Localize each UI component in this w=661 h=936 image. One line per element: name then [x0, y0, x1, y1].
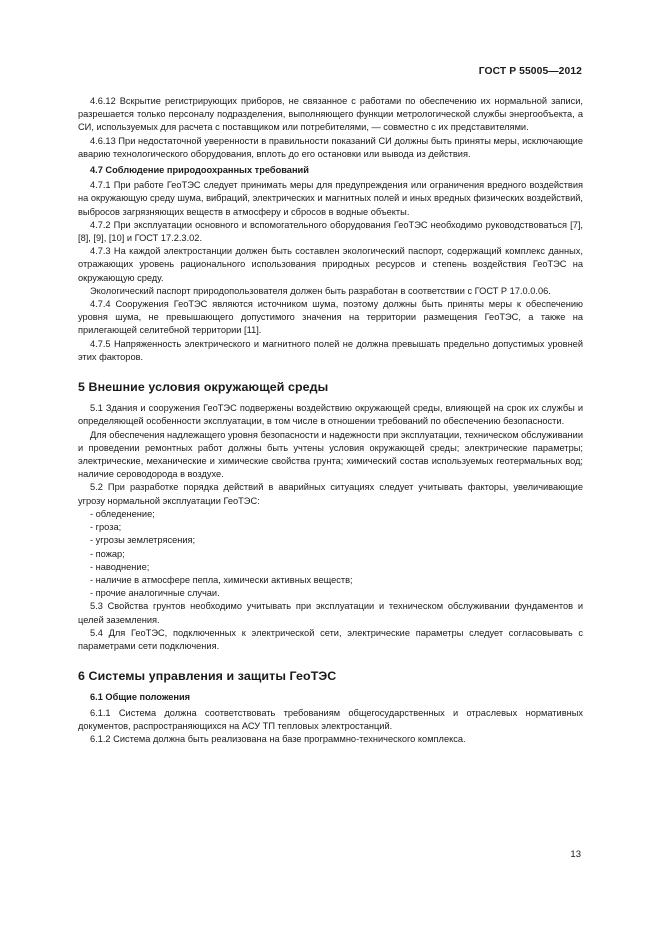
list-item: - пожар; [90, 548, 125, 559]
subsection-heading-6-1: 6.1 Общие положения [90, 692, 191, 703]
page-number: 13 [570, 849, 581, 860]
paragraph-6-1-2: 6.1.2 Система должна быть реализована на базе программно-технического комплекса. [90, 733, 466, 744]
paragraph-4-6-13: 4.6.13 При недостаточной уверенности в правильности показаний СИ должны быть приняты меры, исключающие аварию технологического оборудования, вплоть до его остановки или вывода из действия. [78, 135, 583, 159]
section-heading-5: 5 Внешние условия окружающей среды [78, 380, 329, 395]
paragraph-4-7-2: 4.7.2 При эксплуатации основного и вспомогательного оборудования ГеоТЭС необходимо руководствоваться [7], [8], [9], [10] и ГОСТ 17.2.3.02. [78, 219, 583, 244]
list-item: - прочие аналогичные случаи. [90, 588, 220, 599]
list-item: - угрозы землетрясения; [90, 535, 196, 546]
paragraph-4-7-5: 4.7.5 Напряженность электрического и магнитного полей не должна превышать предельно допустимых уровней этих факторов. [78, 338, 583, 362]
paragraph-5-1-continued: Для обеспечения надлежащего уровня безопасности и надежности при эксплуатации, техническом обслуживании и проведении ремонтных работ должны быть учтены условия окружающей среды; электрические параметры; электрические, механические и химические свойства грунта; химический состав используемых геотермальных вод; наличие сероводорода в воздухе. [78, 429, 583, 480]
section-heading-6: 6 Системы управления и защиты ГеоТЭС [78, 669, 337, 684]
paragraph-4-6-12: 4.6.12 Вскрытие регистрирующих приборов, не связанное с работами по обеспечению их нормальной записи, разрешается только персоналу подразделения, выполняющего функции метрологической службы энергообъекта, а СИ, используемых для расчета с поставщиком или потребителями, — совместно с их представителями. [78, 96, 583, 133]
paragraph-5-1: 5.1 Здания и сооружения ГеоТЭС подвержены воздействию окружающей среды, влияющей на срок их службы и определяющей особенности эксплуатации, в том числе в отношении требований по обеспечению безопасности. [78, 403, 583, 427]
list-item: - наводнение; [90, 561, 150, 572]
list-item: - наличие в атмосфере пепла, химически активных веществ; [90, 574, 353, 585]
paragraph-4-7-3: 4.7.3 На каждой электростанции должен быть составлен экологический паспорт, содержащий комплекс данных, отражающих уровень рационального использования природных ресурсов и степень воздействия ГеоТЭС на окружающую среду. [78, 246, 583, 283]
subsection-heading-4-7: 4.7 Соблюдение природоохранных требований [90, 165, 309, 176]
paragraph-6-1-1: 6.1.1 Система должна соответствовать требованиям общегосударственных и отраслевых нормативных документов, распространяющихся на АСУ ТП тепловых электростанций. [78, 707, 583, 731]
document-body [78, 95, 583, 746]
paragraph-5-2: 5.2 При разработке порядка действий в аварийных ситуациях следует учитывать факторы, увеличивающие угрозу нормальной эксплуатации ГеоТЭС: [78, 482, 583, 506]
list-item: - гроза; [90, 522, 122, 533]
paragraph-5-3: 5.3 Свойства грунтов необходимо учитывать при эксплуатации и техническом обслуживании фундаментов и целей заземления. [78, 601, 583, 625]
document-code-header: ГОСТ Р 55005—2012 [478, 66, 582, 77]
paragraph-4-7-3-continued: Экологический паспорт природопользователя должен быть разработан в соответствии с ГОСТ Р 17.0.0.06. [90, 285, 551, 296]
paragraph-4-7-1: 4.7.1 При работе ГеоТЭС следует принимать меры для предупреждения или ограничения вредного воздействия на окружающую среду шума, вибраций, электрических и магнитных полей и иных вредных физических воздействий, выбросов загрязняющих веществ в атмосферу и сбросов в водные объекты. [78, 180, 583, 217]
paragraph-5-4: 5.4 Для ГеоТЭС, подключенных к электрической сети, электрические параметры следует согласовывать с параметрами сети подключения. [78, 627, 583, 651]
paragraph-4-7-4: 4.7.4 Сооружения ГеоТЭС являются источником шума, поэтому должны быть приняты меры к обеспечению уровня шума, не превышающего допустимого значения на территории размещения ГеоТЭС, а также на прилегающей селитебной территории [11]. [78, 299, 583, 336]
list-item: - обледенение; [90, 508, 155, 519]
